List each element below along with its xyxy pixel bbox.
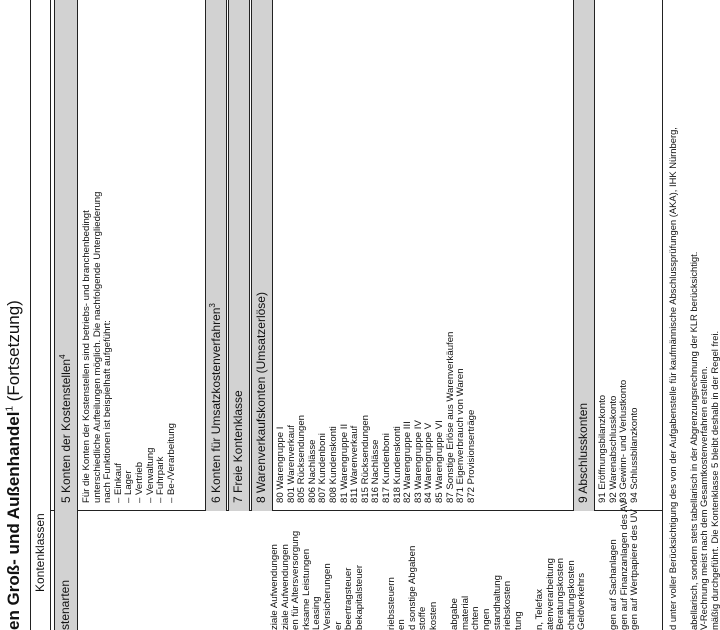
class8-account-item: 83 Warengruppe IV — [412, 420, 424, 503]
class8-account-item: 87 Sonstige Erlöse aus Warenverkäufen — [444, 331, 456, 503]
class5-text-line: Für die Konten der Kostenstellen sind betriebs- und branchenbedingt — [81, 210, 92, 503]
class5-text-line: unterschiedliche Aufteilungen möglich. Die nachfolgende Untergliederung — [91, 191, 103, 503]
cost-type-item: kosten — [428, 601, 439, 630]
class8-account-item: 815 Rücksendungen — [359, 414, 371, 503]
cost-type-item: er — [332, 621, 344, 630]
cost-type-item: riebssteuern — [385, 577, 397, 630]
cost-type-item: gen auf Finanzanlagen des AV — [618, 500, 630, 630]
class8-account-item: 80 Warengruppe I — [275, 426, 286, 503]
cost-type-item: beertragsteuer — [343, 567, 355, 630]
cost-type-item: riebskosten — [502, 580, 514, 630]
class5-text-line: – Fuhrpark — [155, 456, 167, 503]
cost-type-item: tung — [512, 611, 524, 630]
column-header-band — [54, 0, 78, 630]
cost-type-item: en für Altersversorgung — [290, 530, 302, 630]
cost-type-item: d sonstige Abgaben — [406, 545, 418, 630]
cost-type-item: chaffungskosten — [565, 560, 577, 630]
class8-account-item: 806 Nachlässe — [306, 439, 318, 503]
footnote-line: abellarisch, sondern stets tabellarisch in der Abgrenzungsrechnung der KLR berücksichtigt. — [687, 251, 699, 630]
class8-account-item: 85 Warengruppe VI — [434, 420, 445, 503]
class8-account-item: 871 Eigenverbrauch von Waren — [455, 368, 467, 503]
cost-type-item: standhaltung — [491, 575, 503, 630]
cost-type-item: ziale Aufwendungen — [269, 544, 280, 630]
class9-account-item: 93 Gewinn- und Verlustkonto — [618, 379, 630, 503]
cost-type-item: n, Telefax — [534, 589, 545, 630]
cost-type-item: abgabe — [449, 597, 461, 630]
group-header-rule — [50, 0, 51, 630]
class9-account-item: 91 Eröffnungsbilanzkonto — [597, 394, 608, 503]
class8-account-item: 801 Warenverkauf — [285, 424, 297, 503]
column-divider — [50, 510, 662, 511]
cost-type-item: gen auf Wertpapiere des UV — [629, 509, 641, 630]
class5-text-line: – Be-/Verarbeitung — [165, 422, 177, 503]
class8-account-item: 84 Warengruppe V — [423, 422, 435, 503]
class8-header: 8 Warenverkaufskonten (Umsatzerlöse) — [254, 292, 268, 503]
class8-account-item: 808 Kundenskonti — [328, 426, 339, 503]
class9-account-item: 92 Warenabschlusskonto — [607, 395, 619, 503]
class5-text-line: – Lager — [123, 470, 135, 503]
cost-type-item: Beratungskosten — [555, 558, 567, 630]
cost-type-item: stoffe — [417, 606, 429, 630]
class8-account-item: 872 Provisionserträge — [465, 409, 477, 503]
cost-type-item: Versicherungen — [322, 563, 333, 630]
class6-header: 6 Konten für Umsatzkostenverfahren$^3$ — [208, 303, 223, 503]
class5-text-line: – Verwaltung — [144, 447, 156, 503]
cost-type-item: chten — [470, 606, 482, 630]
class8-account-item: 805 Rücksendungen — [296, 414, 308, 503]
class5-header: 5 Konten der Kostenstellen$^4$ — [58, 354, 73, 503]
cost-type-item: rksame Leistungen — [300, 548, 312, 630]
cost-type-item: atenverarbeitung — [544, 557, 556, 630]
left-column-header: stenarten — [58, 579, 72, 630]
cost-type-item: Leasing — [311, 596, 323, 630]
cost-type-item: en — [396, 619, 408, 630]
cost-type-item: ziale Aufwendungen — [279, 544, 291, 630]
group-header: Kontenklassen — [33, 513, 47, 592]
class9-account-item: 94 Schlussbilanzkonto — [628, 407, 640, 503]
document-title: en Groß- und Außenhandel$^1$ (Fortsetzung) — [4, 300, 23, 630]
table-top-rule — [30, 0, 31, 630]
cost-type-item: material — [459, 595, 471, 630]
class7-header: 7 Freie Kontenklasse — [231, 390, 245, 503]
cost-type-item: ngen — [481, 608, 492, 630]
class5-text-line: – Einkauf — [112, 462, 124, 503]
class8-account-item: 816 Nachlässe — [370, 439, 382, 503]
class8-account-item: 81 Warengruppe II — [338, 423, 350, 503]
cost-type-item: Geldverkehrs — [576, 572, 588, 630]
cost-type-item: gen auf Sachanlagen — [608, 539, 620, 630]
class8-account-item: 82 Warengruppe III — [402, 421, 414, 503]
footnote-line: V-Rechnung meist nach dem Gesamtkostenverfahren erstellen. — [698, 366, 710, 630]
class8-account-item: 807 Kundenboni — [317, 433, 329, 503]
class8-account-item: 811 Warenverkauf — [349, 425, 361, 503]
footnote-line: mäßig durchgeführt. Die Kontenklasse 5 bleibt deshalb in der Regel frei. — [708, 330, 720, 630]
class8-account-item: 817 Kundenboni — [381, 433, 392, 503]
class5-text-line: – Vertrieb — [134, 461, 145, 503]
class9-header: 9 Abschlusskonten — [576, 402, 590, 503]
class5-text-line: nach Funktionen ist beispielhaft aufgeführt: — [102, 320, 114, 503]
footnote-line: d unter voller Berücksichtigung des von der Aufgabenstelle für kaufmännische Abschlussprüfungen (AKA), IHK Nürnberg, — [667, 127, 678, 630]
class8-account-item: 818 Kundenskonti — [391, 426, 403, 503]
table-bottom-rule — [662, 0, 663, 630]
cost-type-item: bekapitalsteuer — [353, 564, 365, 630]
